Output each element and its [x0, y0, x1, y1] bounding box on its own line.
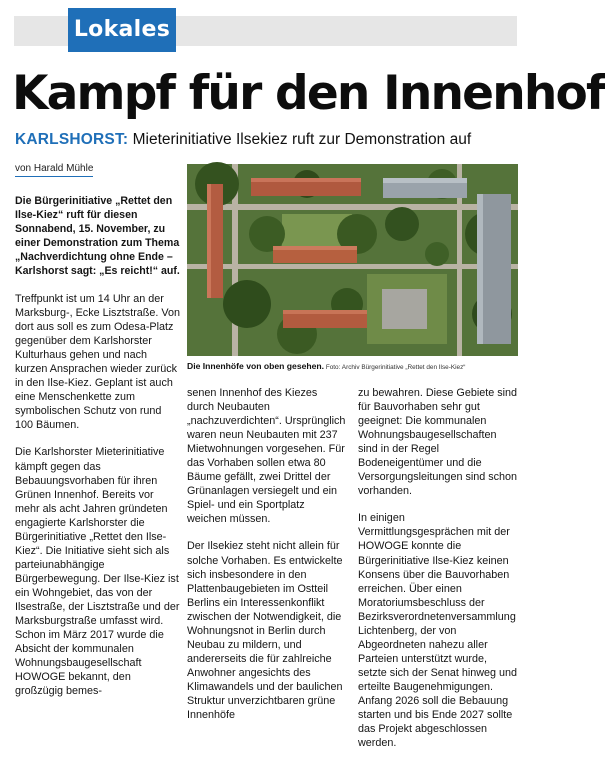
- aerial-photo: [187, 164, 518, 356]
- photo-caption: [187, 360, 518, 374]
- aerial-courtyard-image: [187, 164, 518, 356]
- location-kicker: KARLSHORST:: [15, 131, 129, 148]
- byline: von Harald Mühle: [15, 163, 93, 177]
- photo-credit: Foto: Archiv Bürgerinitiative „Rettet den Ilse-Kiez“: [324, 364, 466, 371]
- section-label: Lokales: [68, 8, 176, 52]
- subheadline: [15, 130, 520, 150]
- paragraph: senen Innenhof des Kiezes durch Neubauten „nachzuverdichten“. Ursprünglich waren neun Neubauten mit 237 Mietwohnungen vorgesehen. Für das Vorhaben sollen etwa 80 Bäume gefällt, zwei Drittel der Grünanlagen versiegelt und ein Spiel- und ein Sportplatz weichen müssen.: [187, 387, 346, 526]
- paragraph: In einigen Vermittlungsgesprächen mit der HOWOGE konnte die Bürgerinitiative Ilse-Kiez keinen Konsens über die Bauvorhaben erreichen. Über einen Moratoriumsbeschluss der Bezirksverordnetenversammlung Lichtenberg, der von Abgeordneten nahezu aller Parteien unterstützt wurde, setzte sich der Senat hinweg und erteilte Baugenehmigungen. Anfang 2026 soll die Bebauung starten und bis Ende 2027 sollte das Projekt abgeschlossen werden.: [358, 512, 518, 750]
- article-column-1: [15, 194, 180, 711]
- paragraph: zu bewahren. Diese Gebiete sind für Bauvorhaben sehr gut geeignet: Die kommunalen Wohnungsbaugesellschaften sind in der Regel Bodeneigentümer und die Versorgungsleitungen sind schon vorhanden.: [358, 387, 518, 498]
- paragraph: Treffpunkt ist um 14 Uhr an der Marksburg-, Ecke Lisztstraße. Von dort aus soll es zum Odesa-Platz gegenüber dem Karlshorster Kulturhaus gehen und nach kurzen Ansprachen wieder zurück in den Ilse-Kiez. Geplant ist auch eine Menschenkette zum symbolischen Schutz von rund 100 Bäumen.: [15, 293, 181, 432]
- paragraph: Die Karlshorster Mieterinitiative kämpft gegen das Bebauungsvorhaben für ihren Grünen Innenhof. Bereits vor mehr als acht Jahren gründeten engagierte Karlshorster die Bürgerinitiative „Rettet den Ilse-Kiez“. Die Initiative sieht sich als parteiunabhängige Bürgerbewegung. Der Ilse-Kiez ist ein Wohngebiet, das von der Ilsestraße, der Lisztstraße und der Marksburgstraße umfasst wird. Schon im März 2017 wurde die Absicht der kommunalen Wohnungsbaugesellschaft HOWOGE bekannt, den großzügig bemes-: [15, 446, 180, 698]
- subheadline-text: Mieterinitiative Ilsekiez ruft zur Demonstration auf: [128, 131, 472, 148]
- article-column-3: [358, 386, 518, 763]
- caption-text: Die Innenhöfe von oben gesehen.: [187, 361, 325, 371]
- lead-paragraph: Die Bürgerinitiative „Rettet den Ilse-Kiez“ ruft für diesen Sonnabend, 15. November, zu einer Demonstration zum Thema „Nachverdichtung ohne Ende – Karlshorst sagt: „Es reicht!“ auf.: [15, 195, 180, 277]
- headline: Kampf für den Innenhof: [12, 66, 605, 121]
- paragraph: Der Ilsekiez steht nicht allein für solche Vorhaben. Es entwickelte sich insbesondere in den Plattenbaugebieten im Ostteil Berlins ein Interessenkonflikt zwischen der Notwendigkeit, die Wohnungsnot in Berlin durch Neubau zu mildern, und andererseits die für zahlreiche Anwohner angesichts des Klimawandels und der baulichen Struktur unverzichtbaren grüne Innenhöfe: [187, 540, 343, 722]
- article-column-2: [187, 386, 347, 735]
